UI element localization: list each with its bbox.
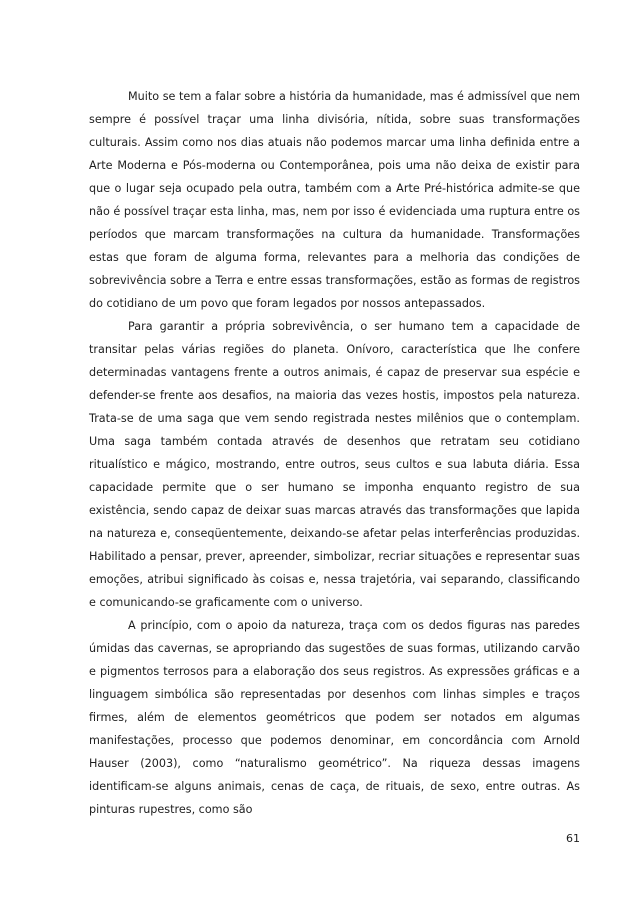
body-text — [89, 85, 580, 822]
paragraph-3: A princípio, com o apoio da natureza, traça com os dedos figuras nas paredes úmidas das cavernas, se apropriando das sugestões de suas formas, utilizando carvão e pigmentos terrosos para a elaboração dos seus registros. As expressões gráficas e a linguagem simbólica são representadas por desenhos com linhas simples e traços firmes, além de elementos geométricos que podem ser notados em algumas manifestações, processo que podemos denominar, em concordância com Arnold Hauser (2003), como “naturalismo geométrico”. Na riqueza dessas imagens identificam-se alguns animais, cenas de caça, de rituais, de sexo, entre outras. As pinturas rupestres, como são — [89, 619, 580, 817]
paragraph-2: Para garantir a própria sobrevivência, o ser humano tem a capacidade de transitar pelas várias regiões do planeta. Onívoro, característica que lhe confere determinadas vantagens frente a outros animais, é capaz de preservar sua espécie e defender-se frente aos desafios, na maioria das vezes hostis, impostos pela natureza. Trata-se de uma saga que vem sendo registrada nestes milênios que o contemplam. Uma saga também contada através de desenhos que retratam seu cotidiano ritualístico e mágico, mostrando, entre outros, seus cultos e sua labuta diária. Essa capacidade permite que o ser humano se imponha enquanto registro de sua existência, sendo capaz de deixar suas marcas através das transformações que lapida na natureza e, conseqüentemente, deixando-se afetar pelas interferências produzidas. Habilitado a pensar, prever, apreender, simbolizar, recriar situações e representar suas emoções, atribui significado às coisas e, nessa trajetória, vai separando, classificando e comunicando-se graficamente com o universo. — [89, 320, 580, 610]
page-number: 61 — [566, 832, 580, 845]
paragraph-1: Muito se tem a falar sobre a história da humanidade, mas é admissível que nem sempre é possível traçar uma linha divisória, nítida, sobre suas transformações culturais. Assim como nos dias atuais não podemos marcar uma linha definida entre a Arte Moderna e Pós-moderna ou Contemporânea, pois uma não deixa de existir para que o lugar seja ocupado pela outra, também com a Arte Pré-histórica admite-se que não é possível traçar esta linha, mas, nem por isso é evidenciada uma ruptura entre os períodos que marcam transformações na cultura da humanidade. Transformações estas que foram de alguma forma, relevantes para a melhoria das condições de sobrevivência sobre a Terra e entre essas transformações, estão as formas de registros do cotidiano de um povo que foram legados por nossos antepassados. — [89, 90, 580, 311]
